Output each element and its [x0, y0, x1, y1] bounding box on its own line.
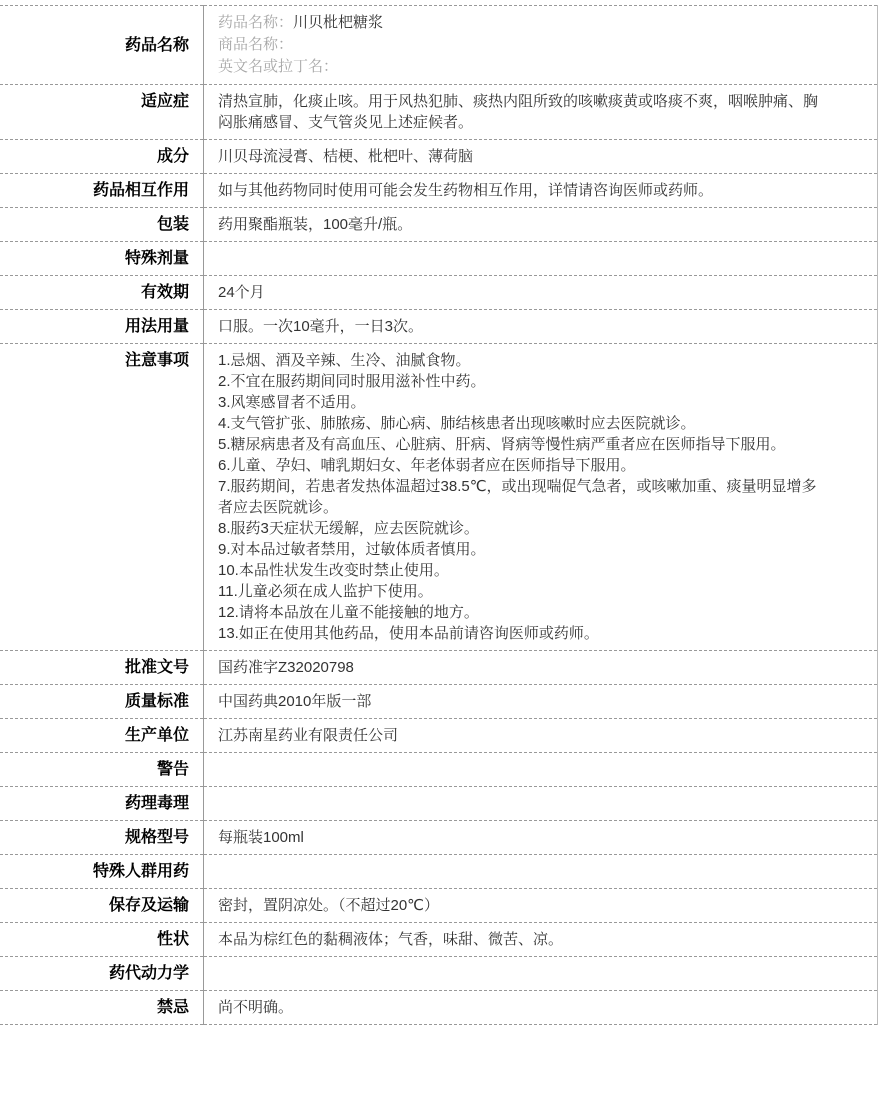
- note-line: 8.服药3天症状无缓解，应去医院就诊。: [218, 520, 479, 537]
- note-line: 2.不宜在服药期间同时服用滋补性中药。: [218, 373, 486, 390]
- field-key: 英文名或拉丁名：: [218, 58, 339, 75]
- row-label: 质量标准: [0, 685, 204, 719]
- row-label: 警告: [0, 753, 204, 787]
- note-line: 11.儿童必须在成人监护下使用。: [218, 583, 433, 600]
- value-text: 江苏南星药业有限责任公司: [218, 727, 399, 744]
- row-value: [204, 991, 878, 1025]
- row-value: [204, 753, 878, 787]
- note-line: 12.请将本品放在儿童不能接触的地方。: [218, 604, 479, 621]
- drug-info-table-body: [0, 6, 878, 1025]
- value-text: 口服。一次10毫升，一日3次。: [218, 318, 424, 335]
- field-value: 川贝枇杷糖浆: [293, 14, 384, 31]
- drug-info-table: [0, 5, 878, 1025]
- row-label: 适应症: [0, 85, 204, 140]
- value-text: 国药准字Z32020798: [218, 659, 354, 676]
- row-label: 包装: [0, 208, 204, 242]
- row-value: [204, 208, 878, 242]
- row-label: 禁忌: [0, 991, 204, 1025]
- row-value: [204, 855, 878, 889]
- row-label: 保存及运输: [0, 889, 204, 923]
- row-value: [204, 85, 878, 140]
- value-text: 药用聚酯瓶装，100毫升/瓶。: [218, 216, 413, 233]
- table-row: [0, 685, 878, 719]
- row-label: 有效期: [0, 276, 204, 310]
- row-value: [204, 787, 878, 821]
- row-value: [204, 821, 878, 855]
- row-value: [204, 889, 878, 923]
- row-value: [204, 242, 878, 276]
- table-row: [0, 889, 878, 923]
- table-row: [0, 719, 878, 753]
- table-row: [0, 85, 878, 140]
- row-label: 成分: [0, 140, 204, 174]
- value-text: 尚不明确。: [218, 999, 294, 1016]
- row-value: [204, 957, 878, 991]
- table-row: [0, 855, 878, 889]
- row-value: [204, 344, 878, 651]
- table-row: [0, 6, 878, 85]
- row-value: [204, 6, 878, 85]
- field-key: 商品名称：: [218, 36, 294, 53]
- name-field-line: [218, 56, 830, 78]
- row-value: [204, 685, 878, 719]
- row-label: 注意事项: [0, 344, 204, 651]
- row-value: [204, 719, 878, 753]
- table-row: [0, 174, 878, 208]
- row-label: 特殊剂量: [0, 242, 204, 276]
- row-label: 批准文号: [0, 651, 204, 685]
- note-line: 6.儿童、孕妇、哺乳期妇女、年老体弱者应在医师指导下服用。: [218, 457, 636, 474]
- table-row: [0, 787, 878, 821]
- table-row: [0, 821, 878, 855]
- table-row: [0, 208, 878, 242]
- table-row: [0, 242, 878, 276]
- value-text: 中国药典2010年版一部: [218, 693, 372, 710]
- name-field-line: [218, 12, 830, 34]
- row-value: [204, 923, 878, 957]
- table-row: [0, 276, 878, 310]
- field-key: 药品名称：: [218, 14, 294, 31]
- row-label: 用法用量: [0, 310, 204, 344]
- value-text: 清热宣肺，化痰止咳。用于风热犯肺、痰热内阻所致的咳嗽痰黄或咯痰不爽，咽喉肿痛、胸闷胀痛感冒、支气管炎见上述症候者。: [218, 93, 819, 131]
- row-value: [204, 140, 878, 174]
- value-text: 密封，置阴凉处。（不超过20℃）: [218, 897, 440, 914]
- table-row: [0, 923, 878, 957]
- row-label: 规格型号: [0, 821, 204, 855]
- row-label: 药品名称: [0, 6, 204, 85]
- note-line: 7.服药期间，若患者发热体温超过38.5℃，或出现喘促气急者，或咳嗽加重、痰量明显增多者应去医院就诊。: [218, 478, 817, 516]
- row-label: 药品相互作用: [0, 174, 204, 208]
- note-line: 4.支气管扩张、肺脓疡、肺心病、肺结核患者出现咳嗽时应去医院就诊。: [218, 415, 696, 432]
- row-value: [204, 174, 878, 208]
- value-text: 每瓶装100ml: [218, 829, 304, 846]
- row-label: 生产单位: [0, 719, 204, 753]
- table-row: [0, 310, 878, 344]
- row-value: [204, 651, 878, 685]
- table-row: [0, 991, 878, 1025]
- note-line: 1.忌烟、酒及辛辣、生冷、油腻食物。: [218, 352, 471, 369]
- note-line: 10.本品性状发生改变时禁止使用。: [218, 562, 449, 579]
- table-row: [0, 753, 878, 787]
- note-line: 13.如正在使用其他药品，使用本品前请咨询医师或药师。: [218, 625, 599, 642]
- table-row: [0, 344, 878, 651]
- row-value: [204, 310, 878, 344]
- value-text: 本品为棕红色的黏稠液体；气香，味甜、微苦、凉。: [218, 931, 564, 948]
- value-text: 24个月: [218, 284, 265, 301]
- note-line: 5.糖尿病患者及有高血压、心脏病、肝病、肾病等慢性病严重者应在医师指导下服用。: [218, 436, 786, 453]
- row-label: 性状: [0, 923, 204, 957]
- value-text: 如与其他药物同时使用可能会发生药物相互作用，详情请咨询医师或药师。: [218, 182, 714, 199]
- table-row: [0, 140, 878, 174]
- table-row: [0, 957, 878, 991]
- value-text: 川贝母流浸膏、桔梗、枇杷叶、薄荷脑: [218, 148, 474, 165]
- row-label: 药代动力学: [0, 957, 204, 991]
- row-label: 药理毒理: [0, 787, 204, 821]
- row-value: [204, 276, 878, 310]
- row-label: 特殊人群用药: [0, 855, 204, 889]
- table-row: [0, 651, 878, 685]
- note-line: 3.风寒感冒者不适用。: [218, 394, 366, 411]
- name-field-line: [218, 34, 830, 56]
- note-line: 9.对本品过敏者禁用，过敏体质者慎用。: [218, 541, 486, 558]
